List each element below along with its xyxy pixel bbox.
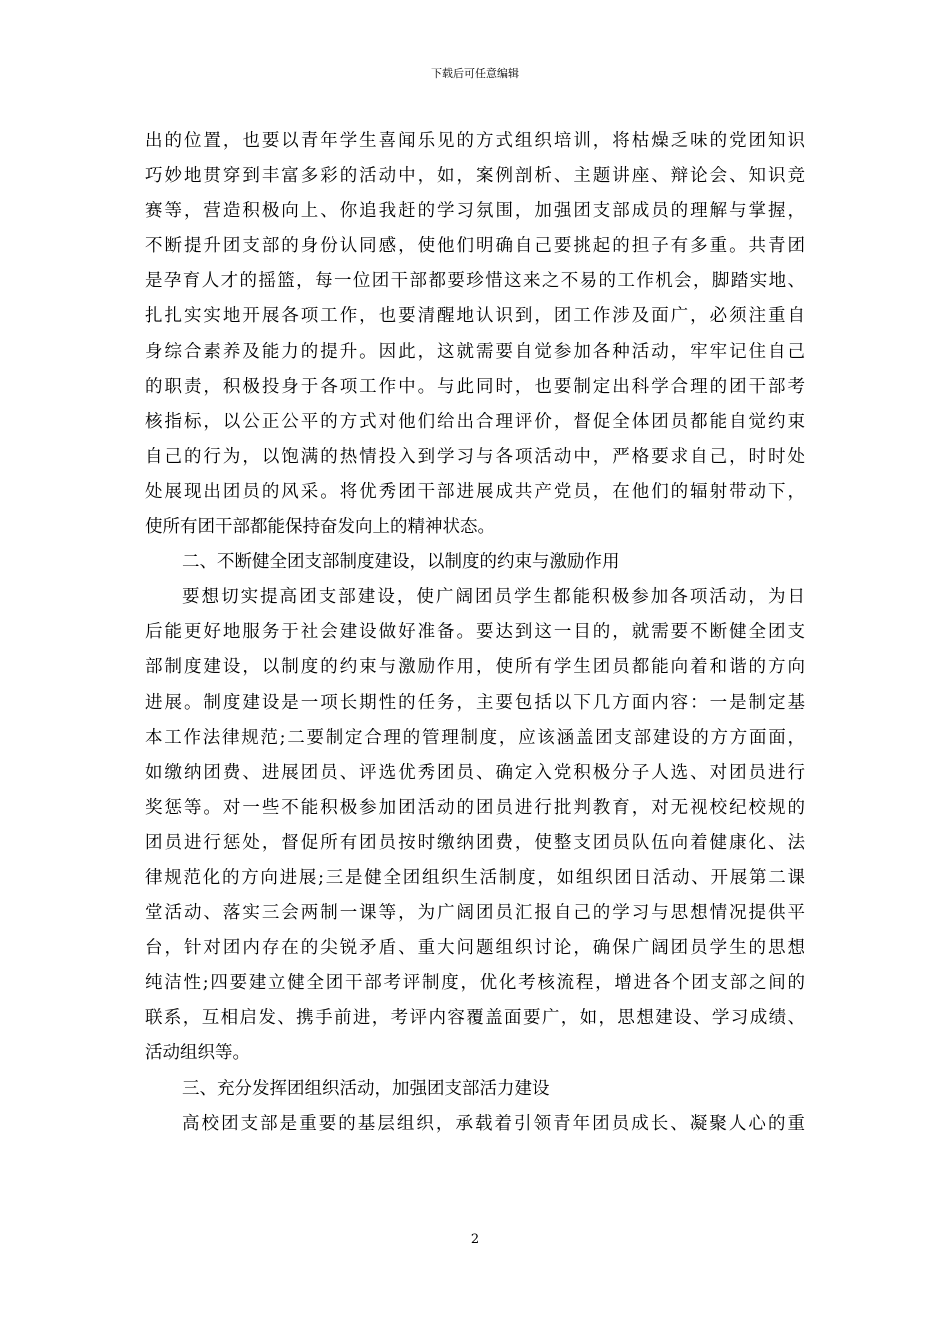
text-line: 巧妙地贯穿到丰富多彩的活动中，如，案例剖析、主题讲座、辩论会、知识竞	[145, 166, 805, 187]
text-line: 高校团支部是重要的基层组织，承载着引领青年团员成长、凝聚人心的重	[182, 1113, 805, 1134]
section-heading: 三、充分发挥团组织活动，加强团支部活力建设	[182, 1078, 550, 1099]
text-line: 如缴纳团费、进展团员、评选优秀团员、确定入党积极分子人选、对团员进行	[145, 762, 805, 783]
text-line: 的职责，积极投身于各项工作中。与此同时，也要制定出科学合理的团干部考	[145, 376, 805, 397]
text-line: 赛等，营造积极向上、你追我赶的学习氛围，加强团支部成员的理解与掌握，	[145, 201, 805, 222]
text-line: 扎扎实实地开展各项工作，也要清醒地认识到，团工作涉及面广，必须注重自	[145, 306, 805, 327]
text-line: 纯洁性;四要建立健全团干部考评制度，优化考核流程，增进各个团支部之间的	[145, 973, 805, 994]
text-line: 出的位置，也要以青年学生喜闻乐见的方式组织培训，将枯燥乏味的党团知识	[145, 131, 805, 151]
text-line: 部制度建设，以制度的约束与激励作用，使所有学生团员都能向着和谐的方向	[145, 657, 805, 678]
text-line: 本工作法律规范;二要制定合理的管理制度，应该涵盖团支部建设的方方面面，	[145, 727, 805, 748]
text-line: 堂活动、落实三会两制一课等，为广阔团员汇报自己的学习与思想情况提供平	[145, 903, 805, 924]
page-number: 2	[470, 1232, 480, 1247]
text-line: 团员进行惩处，督促所有团员按时缴纳团费，使整支团员队伍向着健康化、法	[145, 832, 805, 853]
text-line: 后能更好地服务于社会建设做好准备。要达到这一目的，就需要不断健全团支	[145, 622, 805, 643]
text-line: 活动组织等。	[145, 1043, 250, 1064]
body-text	[145, 124, 805, 1142]
text-line: 台，针对团内存在的尖锐矛盾、重大问题组织讨论，确保广阔团员学生的思想	[145, 938, 805, 959]
text-line: 自己的行为，以饱满的热情投入到学习与各项活动中，严格要求自己，时时处	[145, 446, 805, 467]
text-line: 联系，互相启发、携手前进，考评内容覆盖面要广，如，思想建设、学习成绩、	[145, 1008, 805, 1029]
section-heading: 二、不断健全团支部制度建设，以制度的约束与激励作用	[182, 552, 620, 573]
text-line: 使所有团干部都能保持奋发向上的精神状态。	[145, 517, 495, 538]
text-line: 是孕育人才的摇篮，每一位团干部都要珍惜这来之不易的工作机会，脚踏实地、	[145, 271, 805, 292]
text-line: 要想切实提高团支部建设，使广阔团员学生都能积极参加各项活动，为日	[182, 587, 805, 608]
text-line: 进展。制度建设是一项长期性的任务，主要包括以下几方面内容：一是制定基	[145, 692, 805, 713]
page-header: 下载后可任意编辑	[431, 67, 519, 80]
text-line: 身综合素养及能力的提升。因此，这就需要自觉参加各种活动，牢牢记住自己	[145, 341, 805, 362]
text-line: 核指标，以公正公平的方式对他们给出合理评价，督促全体团员都能自觉约束	[145, 411, 805, 432]
text-line: 奖惩等。对一些不能积极参加团活动的团员进行批判教育，对无视校纪校规的	[145, 797, 805, 818]
text-line: 律规范化的方向进展;三是健全团组织生活制度，如组织团日活动、开展第二课	[145, 867, 805, 888]
text-line: 处展现出团员的风采。将优秀团干部进展成共产党员，在他们的辐射带动下，	[145, 481, 805, 502]
text-line: 不断提升团支部的身份认同感，使他们明确自己要挑起的担子有多重。共青团	[145, 236, 805, 257]
